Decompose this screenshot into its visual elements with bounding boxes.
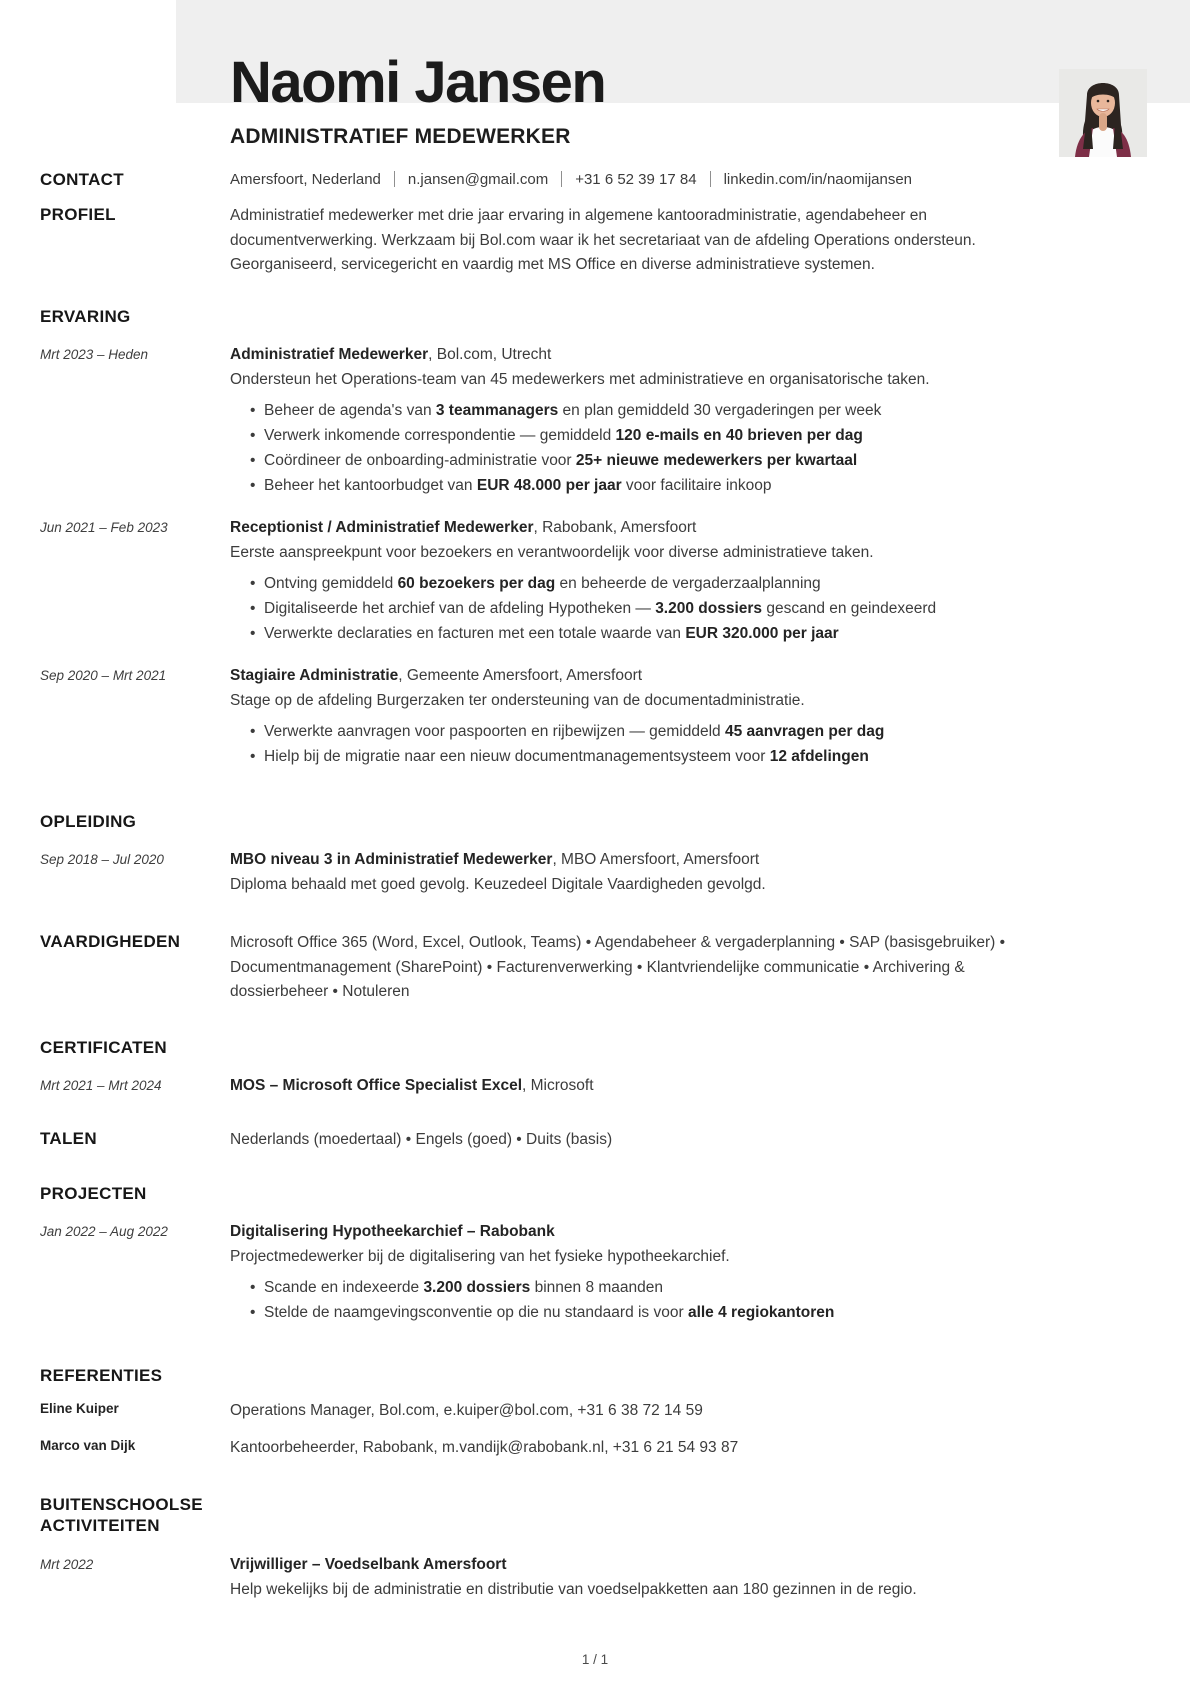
- profile-row: [40, 204, 1130, 278]
- contact-separator: [394, 171, 395, 187]
- section-title-buitenschools: BUITENSCHOOLSE ACTIVITEITEN: [40, 1495, 203, 1536]
- plain-text: Hielp bij de migratie naar een nieuw documentmanagementsysteem voor: [264, 748, 770, 765]
- person-job-title: ADMINISTRATIEF MEDEWERKER: [230, 125, 571, 148]
- opleiding-items: [40, 847, 1130, 897]
- highlight-text: 120 e-mails en 40 brieven per dag: [615, 427, 863, 444]
- highlight-text: EUR 48.000 per jaar: [476, 477, 622, 494]
- plain-text: Ontving gemiddeld: [264, 575, 398, 592]
- section-header-projecten: [40, 1183, 1130, 1204]
- section-header-buitenschools: [40, 1494, 1130, 1537]
- section-title-opleiding: OPLEIDING: [40, 812, 137, 831]
- entry-org: , Microsoft: [522, 1077, 594, 1094]
- entry-title-line: [230, 1073, 1052, 1098]
- contact-separator: [710, 171, 711, 187]
- resume-body: [0, 169, 1190, 1602]
- entry-org: , Bol.com, Utrecht: [428, 346, 552, 363]
- bullet-item: [250, 1275, 1052, 1300]
- entry-title-line: [230, 1552, 1052, 1577]
- reference-name: Marco van Dijk: [40, 1438, 136, 1453]
- entry-row: [40, 1552, 1130, 1602]
- plain-text: Scande en indexeerde: [264, 1278, 424, 1296]
- section-title-referenties: REFERENTIES: [40, 1365, 163, 1385]
- contact-phone: +31 6 52 39 17 84: [575, 171, 697, 188]
- highlight-text: 45 aanvragen per dag: [724, 723, 885, 740]
- ervaring-jobs: [40, 342, 1130, 771]
- highlight-text: 25+ nieuwe medewerkers per kwartaal: [575, 452, 858, 469]
- entry-description: Diploma behaald met goed gevolg. Keuzedeel Digitale Vaardigheden gevolgd.: [230, 876, 766, 894]
- entry-title: Receptionist / Administratief Medewerker: [230, 519, 534, 536]
- bullet-item: [250, 719, 1052, 744]
- entry-title: MOS – Microsoft Office Specialist Excel: [230, 1077, 523, 1094]
- contact-separator: [561, 171, 562, 187]
- projecten-items: [40, 1219, 1130, 1327]
- entry-title: Digitalisering Hypotheekarchief – Rabobank: [230, 1222, 555, 1240]
- reference-details: Kantoorbeheerder, Rabobank, m.vandijk@rabobank.nl, +31 6 21 54 93 87: [230, 1439, 739, 1456]
- entry-title: Administratief Medewerker: [230, 346, 429, 363]
- highlight-text: 60 bezoekers per dag: [397, 575, 556, 592]
- entry-org: , MBO Amersfoort, Amersfoort: [552, 851, 760, 869]
- certificaten-items: [40, 1073, 1130, 1098]
- contact-email: n.jansen@gmail.com: [407, 171, 549, 188]
- entry-dates: Mrt 2023 – Heden: [40, 347, 149, 362]
- buitenschools-items: [40, 1552, 1130, 1602]
- section-title-vaardigheden: VAARDIGHEDEN: [40, 932, 181, 952]
- contact-info: [230, 169, 1052, 188]
- highlight-text: alle 4 regiokantoren: [687, 1303, 835, 1321]
- profile-photo-image: [1059, 69, 1147, 157]
- highlight-text: 3.200 dossiers: [655, 600, 763, 617]
- bullet-item: [250, 448, 1052, 473]
- plain-text: Verwerkte aanvragen voor paspoorten en rijbewijzen — gemiddeld: [264, 723, 725, 740]
- entry-title: MBO niveau 3 in Administratief Medewerker: [230, 851, 553, 869]
- bullet-list: [230, 719, 1052, 769]
- profile-text: Administratief medewerker met drie jaar ervaring in algemene kantooradministratie, agendabeheer en documentverwerking. Werkzaam bij Bol.com waar ik het secretariaat van de afdeling Operations ondersteun. Georganiseerd, servicegericht en vaardig met MS Office en diverse administratieve systemen.: [230, 207, 976, 274]
- section-header-certificaten: [40, 1037, 1130, 1058]
- entry-row: [40, 847, 1130, 897]
- skills-text: Microsoft Office 365 (Word, Excel, Outlook, Teams) • Agendabeheer & vergaderplanning • SAP (basisgebruiker) • Documentmanagement (SharePoint) • Facturenverwerking • Klantvriendelijke communicatie • Archivering & dossierbeheer • Notuleren: [230, 934, 1006, 1001]
- reference-row: [40, 1398, 1130, 1423]
- entry-dates: Jun 2021 – Feb 2023: [40, 520, 168, 535]
- entry-dates: Mrt 2022: [40, 1556, 94, 1572]
- entry-title: Stagiaire Administratie: [230, 667, 399, 684]
- bullet-item: [250, 571, 1052, 596]
- plain-text: binnen 8 maanden: [530, 1278, 664, 1296]
- contact-linkedin: linkedin.com/in/naomijansen: [723, 171, 913, 188]
- bullet-item: [250, 596, 1052, 621]
- bullet-item: [250, 744, 1052, 769]
- bullet-item: [250, 423, 1052, 448]
- entry-title-line: [230, 515, 1052, 540]
- plain-text: Beheer de agenda's van: [264, 402, 436, 419]
- reference-row: [40, 1435, 1130, 1460]
- entry-row: [40, 1073, 1130, 1098]
- section-title-contact: CONTACT: [40, 170, 124, 189]
- entry-dates: Mrt 2021 – Mrt 2024: [40, 1078, 162, 1093]
- bullet-list: [230, 571, 1052, 646]
- plain-text: Stelde de naamgevingsconventie op die nu standaard is voor: [264, 1303, 688, 1321]
- bullet-item: [250, 473, 1052, 498]
- reference-name: Eline Kuiper: [40, 1401, 119, 1416]
- entry-title-line: [230, 1219, 1052, 1244]
- entry-title-line: [230, 663, 1052, 688]
- person-name: Naomi Jansen: [230, 50, 606, 115]
- entry-row: [40, 663, 1130, 771]
- entry-description: Projectmedewerker bij de digitalisering van het fysieke hypotheekarchief.: [230, 1247, 730, 1265]
- entry-org: , Rabobank, Amersfoort: [533, 519, 697, 536]
- section-header-opleiding: [40, 811, 1130, 832]
- contact-row: [40, 169, 1130, 190]
- talen-row: [40, 1128, 1130, 1153]
- languages-text: Nederlands (moedertaal) • Engels (goed) • Duits (basis): [230, 1131, 613, 1148]
- vaardigheden-row: [40, 931, 1130, 1005]
- plain-text: Verwerkte declaraties en facturen met een totale waarde van: [264, 625, 686, 642]
- highlight-text: 12 afdelingen: [769, 748, 869, 765]
- section-title-certificaten: CERTIFICATEN: [40, 1037, 167, 1057]
- plain-text: voor facilitaire inkoop: [621, 477, 772, 494]
- section-header-referenties: [40, 1365, 1130, 1386]
- section-title-profiel: PROFIEL: [40, 205, 116, 225]
- highlight-text: 3 teammanagers: [435, 402, 559, 419]
- entry-row: [40, 342, 1130, 500]
- plain-text: Verwerk inkomende correspondentie — gemiddeld: [264, 427, 616, 444]
- bullet-item: [250, 621, 1052, 646]
- bullet-item: [250, 1300, 1052, 1325]
- profile-photo: [1059, 69, 1147, 157]
- highlight-text: 3.200 dossiers: [423, 1278, 531, 1296]
- section-title-talen: TALEN: [40, 1129, 97, 1148]
- bullet-list: [230, 1275, 1052, 1325]
- highlight-text: EUR 320.000 per jaar: [685, 625, 839, 642]
- entry-dates: Sep 2020 – Mrt 2021: [40, 668, 167, 683]
- plain-text: gescand en geindexeerd: [762, 600, 937, 617]
- bullet-item: [250, 398, 1052, 423]
- entry-title-line: [230, 342, 1052, 367]
- bullet-list: [230, 398, 1052, 498]
- section-header-ervaring: [40, 306, 1130, 327]
- entry-row: [40, 1219, 1130, 1327]
- page-indicator: 1 / 1: [581, 1652, 609, 1667]
- header: [0, 0, 1190, 149]
- entry-description: Eerste aanspreekpunt voor bezoekers en verantwoordelijk voor diverse administratieve taken.: [230, 544, 874, 561]
- section-title-ervaring: ERVARING: [40, 306, 131, 326]
- plain-text: en plan gemiddeld 30 vergaderingen per week: [558, 402, 882, 419]
- plain-text: Coördineer de onboarding-administratie voor: [264, 452, 576, 469]
- entry-title-line: [230, 847, 1052, 872]
- reference-details: Operations Manager, Bol.com, e.kuiper@bol.com, +31 6 38 72 14 59: [230, 1402, 703, 1419]
- entry-description: Stage op de afdeling Burgerzaken ter ondersteuning van de documentadministratie.: [230, 692, 805, 709]
- plain-text: Digitaliseerde het archief van de afdeling Hypotheken —: [264, 600, 656, 617]
- entry-title: Vrijwilliger – Voedselbank Amersfoort: [230, 1555, 507, 1573]
- plain-text: Beheer het kantoorbudget van: [264, 477, 477, 494]
- entry-org: , Gemeente Amersfoort, Amersfoort: [398, 667, 643, 684]
- contact-location: Amersfoort, Nederland: [230, 171, 381, 188]
- entry-description: Help wekelijks bij de administratie en distributie van voedselpakketten aan 180 gezinnen in de regio.: [230, 1580, 917, 1598]
- section-title-projecten: PROJECTEN: [40, 1183, 147, 1203]
- entry-description: Ondersteun het Operations-team van 45 medewerkers met administratieve en organisatorische taken.: [230, 371, 930, 388]
- entry-dates: Sep 2018 – Jul 2020: [40, 852, 164, 868]
- entry-row: [40, 515, 1130, 648]
- entry-dates: Jan 2022 – Aug 2022: [40, 1223, 168, 1239]
- plain-text: en beheerde de vergaderzaalplanning: [555, 575, 821, 592]
